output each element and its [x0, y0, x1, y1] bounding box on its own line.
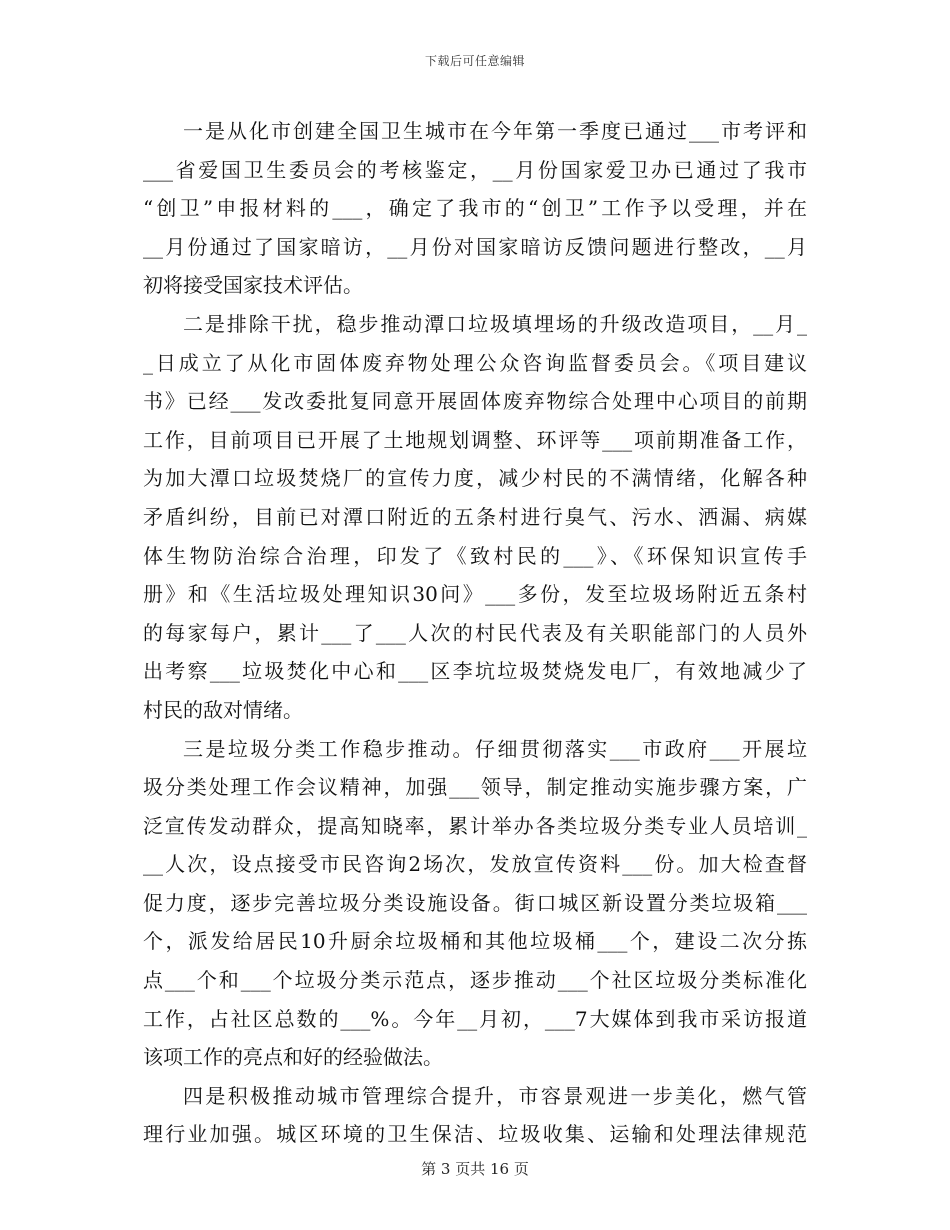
text-line: 圾分类处理工作会议精神，加强___领导，制定推动实施步骤方案，广 — [143, 775, 807, 800]
page-number-footer: 第 3 页共 16 页 — [421, 1160, 529, 1178]
text-line: 该项工作的亮点和好的经验做法。 — [143, 1045, 443, 1070]
text-line: 村民的敌对情绪。 — [143, 697, 303, 722]
paragraph-3 — [143, 730, 807, 1077]
text-line: 矛盾纠纷，目前已对潭口附近的五条村进行臭气、污水、洒漏、病媒 — [143, 504, 807, 529]
text-line: 的每家每户，累计___了___人次的村民代表及有关职能部门的人员外 — [143, 620, 807, 645]
text-line: 体生物防治综合治理，印发了《致村民的___》、《环保知识宣传手 — [143, 543, 807, 568]
text-line: 泛宣传发动群众，提高知晓率，累计举办各类垃圾分类专业人员培训_ — [143, 813, 807, 838]
text-line: ___省爱国卫生委员会的考核鉴定，__月份国家爱卫办已通过了我市 — [143, 157, 807, 182]
text-line: 四是积极推动城市管理综合提升，市容景观进一步美化，燃气管 — [183, 1083, 807, 1108]
text-line: 工作，占社区总数的___%。今年__月初，___7大媒体到我市采访报道 — [143, 1006, 807, 1031]
text-line: 理行业加强。城区环境的卫生保洁、垃圾收集、运输和处理法律规范 — [143, 1122, 807, 1147]
text-line: 促力度，逐步完善垃圾分类设施设备。街口城区新设置分类垃圾箱___ — [143, 890, 807, 915]
document-body — [143, 112, 807, 1154]
text-line: 工作，目前项目已开展了土地规划调整、环评等___项前期准备工作， — [143, 427, 807, 452]
text-line: __月份通过了国家暗访，__月份对国家暗访反馈问题进行整改，__月 — [143, 234, 807, 259]
text-line: 个，派发给居民10升厨余垃圾桶和其他垃圾桶___个，建设二次分拣 — [143, 929, 807, 954]
paragraph-4 — [143, 1077, 807, 1154]
text-line: 初将接受国家技术评估。 — [143, 273, 363, 298]
text-line: __人次，设点接受市民咨询2场次，发放宣传资料___份。加大检查督 — [143, 852, 807, 877]
text-line: “创卫”申报材料的___，确定了我市的“创卫”工作予以受理，并在 — [143, 196, 807, 221]
paragraph-2 — [143, 305, 807, 730]
text-line: 为加大潭口垃圾焚烧厂的宣传力度，减少村民的不满情绪，化解各种 — [143, 466, 807, 491]
text-line: 点___个和___个垃圾分类示范点，逐步推动___个社区垃圾分类标准化 — [143, 968, 807, 993]
text-line: 三是垃圾分类工作稳步推动。仔细贯彻落实___市政府___开展垃 — [183, 736, 807, 761]
text-line: 书》已经___发改委批复同意开展固体废弃物综合处理中心项目的前期 — [143, 389, 807, 414]
page-header: 下载后可任意编辑 — [424, 54, 525, 68]
text-line: _日成立了从化市固体废弃物处理公众咨询监督委员会。《项目建议 — [143, 350, 807, 375]
paragraph-1 — [143, 112, 807, 305]
text-line: 册》和《生活垃圾处理知识30问》___多份，发至垃圾场附近五条村 — [143, 582, 807, 607]
text-line: 出考察___垃圾焚化中心和___区李坑垃圾焚烧发电厂，有效地减少了 — [143, 659, 807, 684]
text-line: 一是从化市创建全国卫生城市在今年第一季度已通过___市考评和 — [183, 119, 807, 143]
text-line: 二是排除干扰，稳步推动潭口垃圾填埋场的升级改造项目，__月_ — [183, 311, 807, 336]
